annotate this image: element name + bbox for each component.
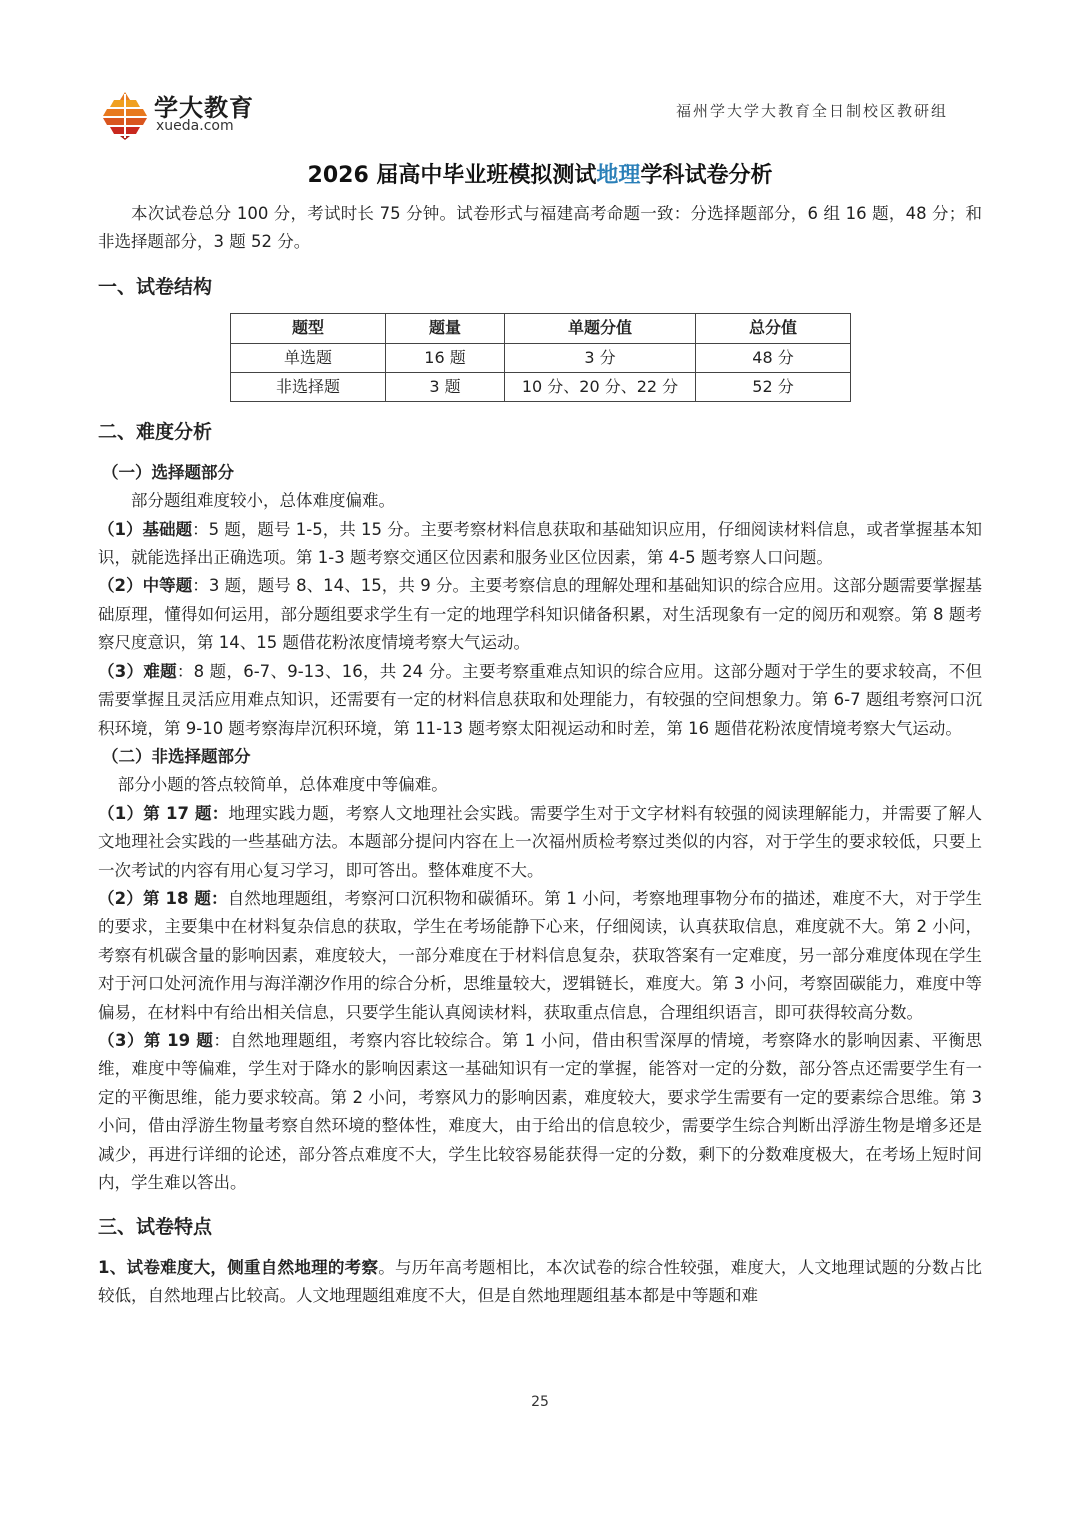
table-header-row — [231, 314, 851, 343]
logo-chinese-name: 学大教育 — [154, 94, 254, 122]
logo-domain: xueda.com — [156, 118, 234, 134]
item-label: （2）中等题 — [98, 576, 193, 596]
list-item — [98, 1254, 982, 1311]
table-cell: 非选择题 — [231, 373, 386, 402]
page-number: 25 — [531, 1394, 549, 1410]
intro-paragraph: 本次试卷总分 100 分，考试时长 75 分钟。试卷形式与福建高考命题一致：分选择题部分，6 组 16 题，48 分；和非选择题部分，3 题 52 分。 — [98, 204, 982, 252]
xueda-logo — [100, 86, 280, 142]
table-cell: 48 分 — [696, 343, 851, 372]
item-text: ：3 题，题号 8、14、15，共 9 分。主要考察信息的理解处理和基础知识的综合应用。这部分题需要掌握基础原理，懂得如何运用，部分题组要求学生有一定的地理学科知识储备积累，对生活现象有一定的阅历和观察。第 8 题考察尺度意识，第 14、15 题借花粉浓度情境考察大气运动。 — [98, 576, 982, 653]
list-item — [98, 516, 982, 573]
item-label: （3）第 19 题 — [98, 1030, 214, 1050]
exam-structure-table — [230, 313, 851, 402]
section-heading-features: 三、试卷特点 — [98, 1216, 213, 1239]
item-label: （1）第 17 题： — [98, 803, 229, 823]
table-header-cell: 总分值 — [696, 314, 851, 343]
list-item — [98, 1027, 982, 1197]
table-cell: 单选题 — [231, 343, 386, 372]
item-text: 自然地理题组，考察河口沉积物和碳循环。第 1 小问，考察地理事物分布的描述，难度不大，对于学生的要求，主要集中在材料复杂信息的获取，学生在考场能静下心来，仔细阅读，认真获取信息，难度就不大。第 2 小问，考察有机碳含量的影响因素，难度较大，一部分难度在于材料信息复杂，获取答案有一定难度，另一部分难度体现在学生对于河口处河流作用与海洋潮汐作用的综合分析，思维量较大，逻辑链长，难度大。第 3 小问，考察固碳能力，难度中等偏易，在材料中有给出相关信息，只要学生能认真阅读材料，获取重点信息，合理组织语言，即可获得较高分数。 — [98, 888, 982, 1022]
item-text: 。与历年高考题相比，本次试卷的综合性较强，难度大，人文地理试题的分数占比较低，自然地理占比较高。人文地理题组难度不大，但是自然地理题组基本都是中等题和难 — [98, 1257, 983, 1306]
title-subject-highlight: 地理 — [596, 163, 641, 188]
item-label: （1）基础题 — [98, 519, 193, 539]
item-label: （2）第 18 题： — [98, 888, 228, 908]
table-header-cell: 单题分值 — [505, 314, 696, 343]
section-heading-structure: 一、试卷结构 — [98, 275, 213, 298]
list-item — [98, 885, 982, 1027]
table-cell: 3 分 — [505, 343, 696, 372]
table-row — [231, 373, 851, 402]
section-heading-difficulty: 二、难度分析 — [98, 421, 213, 444]
subsection-heading-nonchoice: （二）非选择题部分 — [102, 746, 251, 766]
item-label: 1、试卷难度大，侧重自然地理的考察 — [98, 1257, 379, 1277]
xueda-logo-icon — [100, 90, 150, 140]
table-cell: 16 题 — [386, 343, 505, 372]
page-header — [0, 0, 1080, 150]
item-text: 地理实践力题，考察人文地理社会实践。需要学生对于文字材料有较强的阅读理解能力，并需要了解人文地理社会实践的一些基础方法。本题部分提问内容在上一次福州质检考察过类似的内容，对于学生的要求较低，只要上一次考试的内容有用心复习学习，即可答出。整体难度不大。 — [98, 803, 983, 880]
item-text: ：自然地理题组，考察内容比较综合。第 1 小问，借由积雪深厚的情境，考察降水的影响因素、平衡思维，难度中等偏难，学生对于降水的影响因素这一基础知识有一定的掌握，能答对一定的分数，部分答点还需要学生有一定的平衡思维，能力要求较高。第 2 小问，考察风力的影响因素，难度较大，要求学生需要有一定的要素综合思维。第 3 小问，借由浮游生物量考察自然环境的整体性，难度大，由于给出的信息较少，需要学生综合判断出浮游生物是增多还是减少，再进行详细的论述，部分答点难度不大，学生比较容易能获得一定的分数，剩下的分数难度极大，在考场上短时间内，学生难以答出。 — [98, 1030, 982, 1192]
table-cell: 10 分、20 分、22 分 — [505, 373, 696, 402]
list-item — [98, 800, 982, 885]
table-cell: 52 分 — [696, 373, 851, 402]
subsection-summary: 部分题组难度较小，总体难度偏难。 — [131, 491, 395, 511]
table-row — [231, 343, 851, 372]
item-text: ：8 题，6-7、9-13、16，共 24 分。主要考察重难点知识的综合应用。这部分题对于学生的要求较高，不但需要掌握且灵活应用难点知识，还需要有一定的材料信息获取和处理能力，有较强的空间想象力。第 6-7 题组考察河口沉积环境，第 9-10 题考察海岸沉积环境，第 11-13 题考察太阳视运动和时差，第 16 题借花粉浓度情境考察大气运动。 — [98, 661, 982, 738]
title-prefix: 2026 届高中毕业班模拟测试 — [307, 163, 597, 188]
item-text: ：5 题，题号 1-5，共 15 分。主要考察材料信息获取和基础知识应用，仔细阅读材料信息，或者掌握基本知识，就能选择出正确选项。第 1-3 题考察交通区位因素和服务业区位因素，第 4-5 题考察人口问题。 — [98, 519, 982, 568]
organization-name: 福州学大学大教育全日制校区教研组 — [675, 102, 948, 120]
subsection-heading-choice: （一）选择题部分 — [102, 462, 234, 482]
subsection-summary: 部分小题的答点较简单，总体难度中等偏难。 — [117, 775, 448, 795]
table-header-cell: 题量 — [386, 314, 505, 343]
list-item — [98, 658, 982, 743]
document-body — [98, 200, 982, 1311]
table-cell: 3 题 — [386, 373, 505, 402]
table-header-cell: 题型 — [231, 314, 386, 343]
title-suffix: 学科试卷分析 — [640, 163, 773, 188]
document-title — [0, 158, 1080, 189]
list-item — [98, 572, 982, 657]
item-label: （3）难题 — [98, 661, 177, 681]
